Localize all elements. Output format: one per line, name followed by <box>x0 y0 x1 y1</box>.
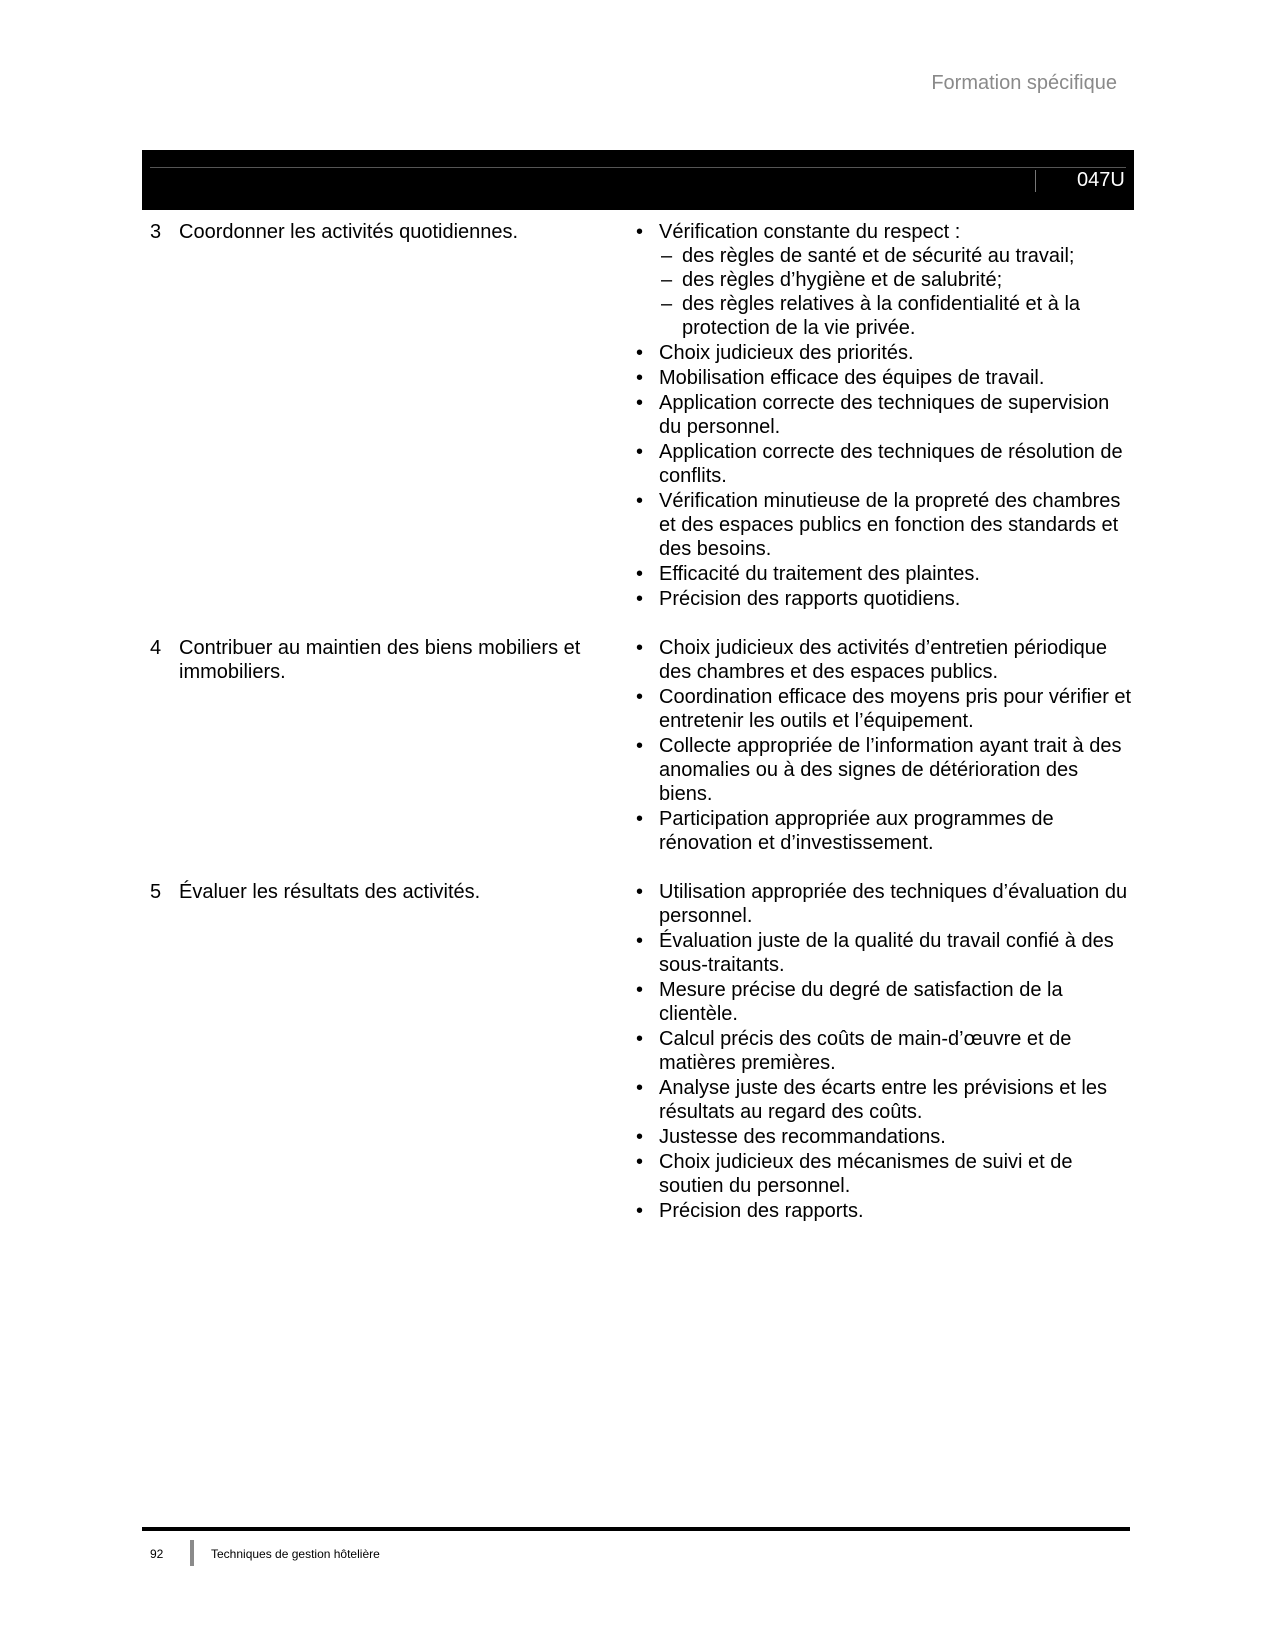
code-separator <box>1035 170 1036 192</box>
criteria-item: • Utilisation appropriée des techniques d’évaluation du personnel. <box>632 880 1132 928</box>
element-text: Contribuer au maintien des biens mobiliers et immobiliers. <box>179 637 581 683</box>
criteria-sublist <box>659 244 1132 340</box>
criteria-item: • Choix judicieux des priorités. <box>632 341 1132 365</box>
criteria-item: • Application correcte des techniques de supervision du personnel. <box>632 391 1132 439</box>
criteria-item: • Choix judicieux des mécanismes de suivi et de soutien du personnel. <box>632 1150 1132 1198</box>
criteria-item: • Évaluation juste de la qualité du travail confié à des sous-traitants. <box>632 929 1132 977</box>
criteria-cell <box>632 880 1132 1224</box>
element-cell <box>142 636 632 856</box>
criteria-list <box>632 220 1132 611</box>
table-row <box>142 636 1132 856</box>
criteria-item: • Coordination efficace des moyens pris pour vérifier et entretenir les outils et l’équipement. <box>632 685 1132 733</box>
criteria-item: • Mesure précise du degré de satisfaction de la clientèle. <box>632 978 1132 1026</box>
criteria-list <box>632 636 1132 855</box>
code-value: 047U <box>1077 169 1125 191</box>
criteria-item: • Calcul précis des coûts de main-d’œuvre et de matières premières. <box>632 1027 1132 1075</box>
footer-divider <box>190 1540 194 1566</box>
criteria-item: • Vérification minutieuse de la propreté des chambres et des espaces publics en fonction des standards et des besoins. <box>632 489 1132 561</box>
criteria-item: • Efficacité du traitement des plaintes. <box>632 562 1132 586</box>
criteria-item: • Application correcte des techniques de résolution de conflits. <box>632 440 1132 488</box>
criteria-list <box>632 880 1132 1223</box>
criteria-cell <box>632 220 1132 612</box>
competency-table <box>142 220 1132 1248</box>
element-cell <box>142 220 632 612</box>
criteria-item: • Mobilisation efficace des équipes de travail. <box>632 366 1132 390</box>
criteria-item: • Choix judicieux des activités d’entretien périodique des chambres et des espaces publics. <box>632 636 1132 684</box>
criteria-subitem: – des règles de santé et de sécurité au travail; <box>659 244 1132 268</box>
code-label: Code : <box>968 320 1027 342</box>
criteria-subitem: – des règles relatives à la confidentialité et à la protection de la vie privée. <box>659 292 1132 340</box>
criteria-item: • Précision des rapports quotidiens. <box>632 587 1132 611</box>
element-number: 5 <box>150 881 162 903</box>
footer-title: Techniques de gestion hôtelière <box>211 1547 380 1561</box>
criteria-item: • Analyse juste des écarts entre les prévisions et les résultats au regard des coûts. <box>632 1076 1132 1124</box>
element-number: 4 <box>150 637 162 659</box>
criteria-item: • Justesse des recommandations. <box>632 1125 1132 1149</box>
running-head: Formation spécifique <box>931 72 1117 94</box>
element-text: Coordonner les activités quotidiennes. <box>179 221 519 243</box>
table-row <box>142 220 1132 612</box>
table-row <box>142 880 1132 1224</box>
criteria-item: • Collecte appropriée de l’information ayant trait à des anomalies ou à des signes de détérioration des biens. <box>632 734 1132 806</box>
footer-rule <box>142 1527 1130 1531</box>
element-number: 3 <box>150 221 162 243</box>
page-number: 92 <box>150 1547 164 1561</box>
criteria-item: • Participation appropriée aux programmes de rénovation et d’investissement. <box>632 807 1132 855</box>
code-bar-rule <box>150 167 1126 168</box>
criteria-text: Vérification constante du respect : <box>659 221 961 243</box>
element-text: Évaluer les résultats des activités. <box>179 881 481 903</box>
criteria-subitem: – des règles d’hygiène et de salubrité; <box>659 268 1132 292</box>
criteria-item <box>632 220 1132 340</box>
element-cell <box>142 880 632 1224</box>
criteria-item: • Précision des rapports. <box>632 1199 1132 1223</box>
criteria-cell <box>632 636 1132 856</box>
